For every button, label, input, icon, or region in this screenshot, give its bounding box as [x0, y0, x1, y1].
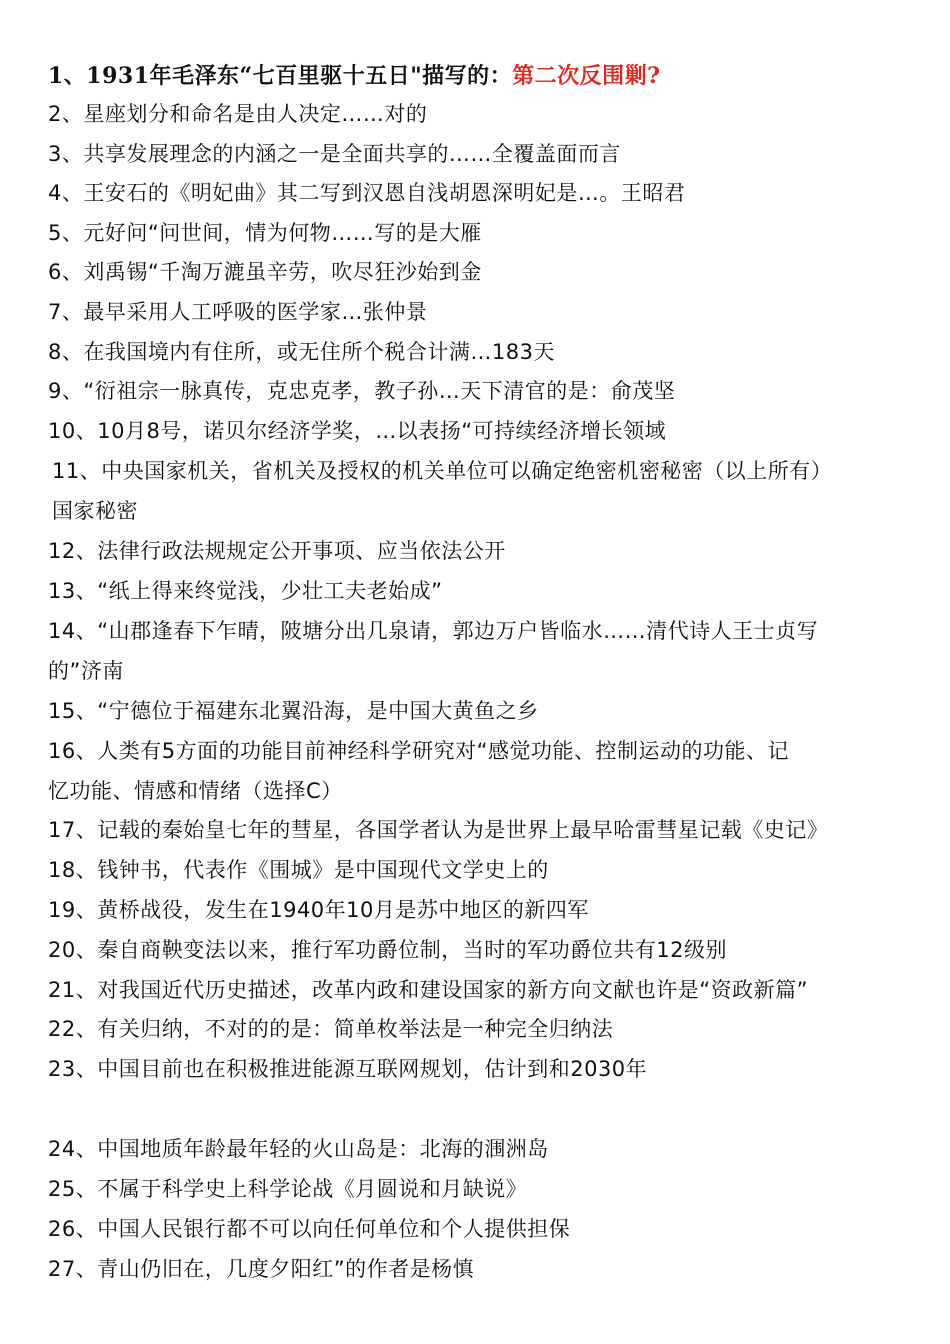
list-item: 9、“衍祖宗一脉真传，克忠克孝，教子孙…天下清官的是：俞茂坚 [48, 379, 676, 403]
list-item: 19、黄桥战役，发生在1940年10月是苏中地区的新四军 [48, 898, 589, 922]
list-item: 16、人类有5方面的功能目前神经科学研究对“感觉功能、控制运动的功能、记 [48, 739, 789, 763]
list-item: 7、最早采用人工呼吸的医学家…张仲景 [48, 300, 428, 324]
list-item: 15、“宁德位于福建东北翼沿海，是中国大黄鱼之乡 [48, 699, 539, 723]
list-item: 22、有关归纳，不对的的是：简单枚举法是一种完全归纳法 [48, 1017, 614, 1041]
list-item: 12、法律行政法规规定公开事项、应当依法公开 [48, 539, 506, 563]
list-item-continuation: 的”济南 [48, 659, 124, 683]
list-item: 14、“山郡逢春下乍晴，陂塘分出几泉请，郭边万户皆临水……清代诗人王士贞写 [48, 619, 819, 643]
list-item: 5、元好问“问世间，情为何物……写的是大雁 [48, 221, 482, 245]
list-item: 18、钱钟书，代表作《围城》是中国现代文学史上的 [48, 858, 549, 882]
item-text: 1、1931年毛泽东“七百里驱十五日"描写的： [48, 63, 513, 89]
list-item: 13、“纸上得来终觉浅，少壮工夫老始成” [48, 579, 443, 603]
list-item: 21、对我国近代历史描述，改革内政和建设国家的新方向文献也许是“资政新篇” [48, 978, 808, 1002]
list-item [48, 63, 661, 89]
list-item-continuation: 忆功能、情感和情绪（选择C） [48, 779, 343, 803]
list-item: 23、中国目前也在积极推进能源互联网规划，估计到和2030年 [48, 1057, 648, 1081]
list-item: 25、不属于科学史上科学论战《月圆说和月缺说》 [48, 1177, 528, 1201]
list-item: 2、星座划分和命名是由人决定……对的 [48, 102, 428, 126]
list-item-continuation: 国家秘密 [52, 499, 138, 523]
list-item: 6、刘禹锡“千淘万漉虽辛劳，吹尽狂沙始到金 [48, 260, 482, 284]
list-item: 17、记载的秦始皇七年的彗星，各国学者认为是世界上最早哈雷彗星记载《史记》 [48, 818, 829, 842]
list-item: 26、中国人民银行都不可以向任何单位和个人提供担保 [48, 1217, 571, 1241]
list-item: 10、10月8号，诺贝尔经济学奖，…以表扬“可持续经济增长领域 [48, 419, 667, 443]
list-item: 8、在我国境内有住所，或无住所个税合计满…183天 [48, 340, 555, 364]
list-item: 3、共享发展理念的内涵之一是全面共享的……全覆盖面而言 [48, 142, 621, 166]
list-item: 24、中国地质年龄最年轻的火山岛是：北海的涠洲岛 [48, 1137, 549, 1161]
list-item: 20、秦自商鞅变法以来，推行军功爵位制，当时的军功爵位共有12级别 [48, 938, 727, 962]
item-answer-highlight: 第二次反围剿? [512, 63, 661, 89]
list-item: 11、中央国家机关，省机关及授权的机关单位可以确定绝密机密秘密（以上所有） [52, 459, 833, 483]
list-item: 27、青山仍旧在，几度夕阳红”的作者是杨慎 [48, 1257, 475, 1281]
list-item: 4、王安石的《明妃曲》其二写到汉恩自浅胡恩深明妃是…。王昭君 [48, 181, 686, 205]
